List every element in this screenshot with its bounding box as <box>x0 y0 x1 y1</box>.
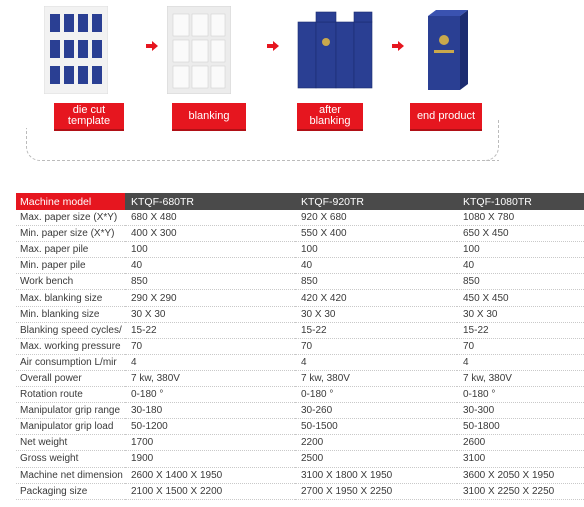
header-cell: Machine model <box>16 193 125 210</box>
row-value: 1900 <box>125 451 295 467</box>
row-value: 15-22 <box>125 322 295 338</box>
row-value: 40 <box>125 258 295 274</box>
table-row <box>16 403 584 419</box>
row-value: 30 X 30 <box>295 306 457 322</box>
table-row <box>16 274 584 290</box>
header-cell: KTQF-1080TR <box>457 193 584 210</box>
table-row <box>16 242 584 258</box>
step-label-end-product: end product <box>410 103 482 129</box>
step-label-die-cut-template: die cut template <box>54 103 124 129</box>
table-row <box>16 354 584 370</box>
row-value: 70 <box>295 338 457 354</box>
row-label: Manipulator grip range <box>16 403 125 419</box>
table-row <box>16 290 584 306</box>
table-row <box>16 387 584 403</box>
row-value: 30 X 30 <box>125 306 295 322</box>
row-label: Machine net dimension <box>16 467 125 483</box>
row-value: 70 <box>125 338 295 354</box>
spec-table <box>16 193 584 500</box>
row-value: 15-22 <box>457 322 584 338</box>
row-value: 2600 X 1400 X 1950 <box>125 467 295 483</box>
table-row <box>16 322 584 338</box>
end-product-image <box>422 6 474 94</box>
row-value: 2700 X 1950 X 2250 <box>295 483 457 499</box>
row-value: 0-180 ° <box>295 387 457 403</box>
header-cell: KTQF-920TR <box>295 193 457 210</box>
arrow-right-icon <box>146 41 158 51</box>
row-label: Max. working pressure <box>16 338 125 354</box>
row-value: 50-1800 <box>457 419 584 435</box>
row-value: 30-260 <box>295 403 457 419</box>
row-value: 15-22 <box>295 322 457 338</box>
step-label-after-blanking: after blanking <box>297 103 363 129</box>
row-label: Gross weight <box>16 451 125 467</box>
table-header-row <box>16 193 584 210</box>
row-value: 2600 <box>457 435 584 451</box>
table-row <box>16 451 584 467</box>
row-value: 680 X 480 <box>125 210 295 226</box>
arrow-right-icon <box>392 41 404 51</box>
row-value: 0-180 ° <box>457 387 584 403</box>
step-label-blanking: blanking <box>172 103 246 129</box>
row-value: 290 X 290 <box>125 290 295 306</box>
row-value: 420 X 420 <box>295 290 457 306</box>
row-value: 3600 X 2050 X 1950 <box>457 467 584 483</box>
row-value: 2200 <box>295 435 457 451</box>
row-label: Overall power <box>16 370 125 386</box>
table-row <box>16 210 584 226</box>
row-label: Manipulator grip load <box>16 419 125 435</box>
row-label: Rotation route <box>16 387 125 403</box>
row-value: 1700 <box>125 435 295 451</box>
row-value: 3100 X 2250 X 2250 <box>457 483 584 499</box>
row-label: Net weight <box>16 435 125 451</box>
row-label: Air consumption L/mir <box>16 354 125 370</box>
die-cut-template-image <box>44 6 108 94</box>
row-value: 4 <box>125 354 295 370</box>
process-flow <box>0 0 584 165</box>
row-value: 3100 X 1800 X 1950 <box>295 467 457 483</box>
row-value: 7 kw, 380V <box>457 370 584 386</box>
table-row <box>16 370 584 386</box>
row-value: 650 X 450 <box>457 226 584 242</box>
row-value: 4 <box>295 354 457 370</box>
row-value: 40 <box>457 258 584 274</box>
row-value: 30-300 <box>457 403 584 419</box>
row-value: 550 X 400 <box>295 226 457 242</box>
row-value: 2100 X 1500 X 2200 <box>125 483 295 499</box>
table-row <box>16 226 584 242</box>
row-label: Blanking speed cycles/ <box>16 322 125 338</box>
dashed-divider <box>26 128 499 161</box>
row-value: 450 X 450 <box>457 290 584 306</box>
table-row <box>16 467 584 483</box>
row-label: Packaging size <box>16 483 125 499</box>
row-value: 50-1200 <box>125 419 295 435</box>
row-label: Max. paper size (X*Y) <box>16 210 125 226</box>
row-label: Min. blanking size <box>16 306 125 322</box>
row-label: Max. blanking size <box>16 290 125 306</box>
after-blanking-image <box>292 6 378 94</box>
row-value: 100 <box>457 242 584 258</box>
row-value: 40 <box>295 258 457 274</box>
row-value: 850 <box>457 274 584 290</box>
table-row <box>16 338 584 354</box>
row-value: 400 X 300 <box>125 226 295 242</box>
table-row <box>16 258 584 274</box>
row-value: 2500 <box>295 451 457 467</box>
row-value: 50-1500 <box>295 419 457 435</box>
row-value: 7 kw, 380V <box>295 370 457 386</box>
row-label: Max. paper pile <box>16 242 125 258</box>
table-row <box>16 483 584 499</box>
row-value: 4 <box>457 354 584 370</box>
header-cell: KTQF-680TR <box>125 193 295 210</box>
row-value: 920 X 680 <box>295 210 457 226</box>
row-label: Work bench <box>16 274 125 290</box>
row-value: 7 kw, 380V <box>125 370 295 386</box>
row-value: 850 <box>295 274 457 290</box>
row-label: Min. paper size (X*Y) <box>16 226 125 242</box>
blanking-image <box>167 6 231 94</box>
row-value: 30 X 30 <box>457 306 584 322</box>
table-row <box>16 435 584 451</box>
row-value: 0-180 ° <box>125 387 295 403</box>
table-row <box>16 419 584 435</box>
row-value: 70 <box>457 338 584 354</box>
row-value: 30-180 <box>125 403 295 419</box>
arrow-right-icon <box>267 41 279 51</box>
row-label: Min. paper pile <box>16 258 125 274</box>
row-value: 850 <box>125 274 295 290</box>
row-value: 1080 X 780 <box>457 210 584 226</box>
row-value: 100 <box>295 242 457 258</box>
table-row <box>16 306 584 322</box>
row-value: 100 <box>125 242 295 258</box>
row-value: 3100 <box>457 451 584 467</box>
